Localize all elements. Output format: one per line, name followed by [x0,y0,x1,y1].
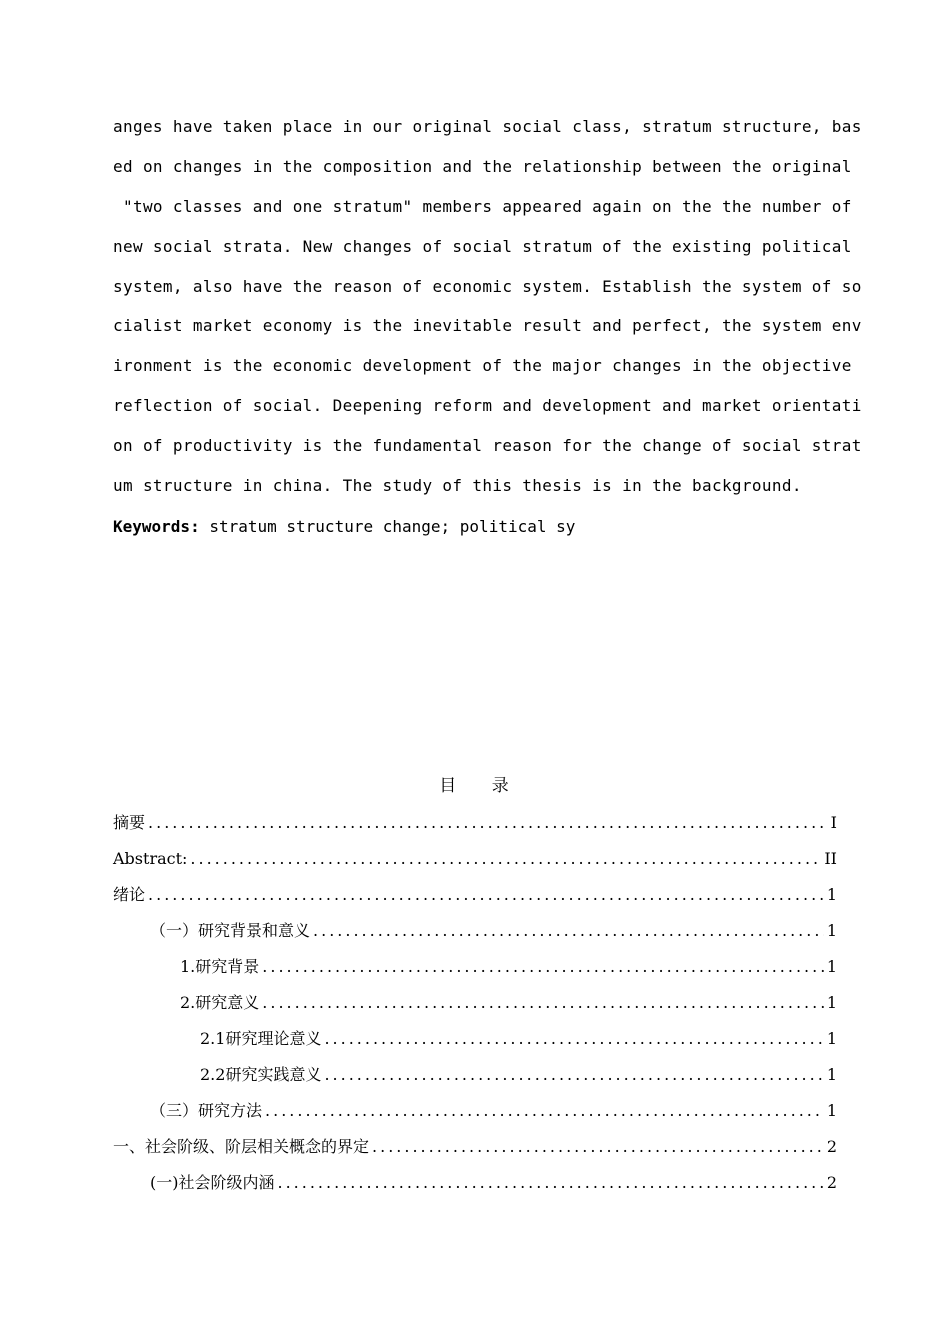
toc-dot-leader [148,883,824,907]
toc-entry[interactable] [113,1135,837,1159]
toc-entry[interactable] [150,1099,837,1123]
toc-title: 目 录 [439,776,511,796]
toc-entry-label: 一、社会阶级、阶层相关概念的界定 [113,1137,370,1156]
abstract-line: cialist market economy is the inevitable result and perfect, the system env [113,316,862,335]
toc-entry-page: 1 [826,885,837,904]
toc-dot-leader [324,1027,823,1051]
toc-entry-page: II [824,849,837,868]
toc-entry[interactable] [180,955,837,979]
toc-dot-leader [278,1171,824,1195]
toc-entry-label: 绪论 [113,885,146,904]
toc-entry-label: 2.2研究实践意义 [200,1065,322,1084]
toc-entry-label: 2.1研究理论意义 [200,1029,322,1048]
toc-entry-label: 2.研究意义 [180,993,260,1012]
toc-entry[interactable] [150,1171,837,1195]
keywords-label: Keywords: [113,517,200,536]
toc-entry-label: （三）研究方法 [150,1101,263,1120]
toc-entry[interactable] [180,991,837,1015]
toc-entry-page: 1 [826,1029,837,1048]
toc-entry-label: 摘要 [113,813,146,832]
toc-entry[interactable] [113,811,837,835]
toc-entry-page: 1 [826,1065,837,1084]
toc-entry-page: 1 [826,957,837,976]
toc-entry[interactable] [113,883,837,907]
toc-entry[interactable] [200,1027,837,1051]
keywords-value: stratum structure change; political sy [199,517,576,536]
toc-entry-label: 1.研究背景 [180,957,260,976]
abstract-line: ed on changes in the composition and the relationship between the original [113,157,852,176]
toc-dot-leader [262,955,824,979]
abstract-line: on of productivity is the fundamental reason for the change of social strat [113,436,862,455]
abstract-line: um structure in china. The study of this thesis is in the background. [113,476,802,495]
toc-dot-leader [313,919,824,943]
keywords [113,515,575,539]
abstract-line: system, also have the reason of economic system. Establish the system of so [113,277,862,296]
abstract-line: "two classes and one stratum" members appeared again on the the number of [113,197,852,216]
toc-entry-page: 1 [826,921,837,940]
toc-dot-leader [262,991,824,1015]
toc-entry[interactable] [113,847,837,871]
toc-entry-page: 1 [826,1101,837,1120]
toc-entry-label: (一)社会阶级内涵 [150,1173,275,1192]
toc-entry-page: 1 [826,993,837,1012]
toc-entry-page: 2 [826,1173,837,1192]
toc-dot-leader [190,847,821,871]
abstract-line: ironment is the economic development of the major changes in the objective [113,356,852,375]
toc-entry-page: I [830,813,837,832]
toc-entry[interactable] [200,1063,837,1087]
toc-dot-leader [148,811,828,835]
toc-dot-leader [372,1135,824,1159]
abstract-line: anges have taken place in our original social class, stratum structure, bas [113,117,862,136]
toc-entry-label: Abstract: [113,849,188,868]
abstract-line: new social strata. New changes of social stratum of the existing political [113,237,852,256]
abstract-line: reflection of social. Deepening reform and development and market orientati [113,396,862,415]
toc-dot-leader [324,1063,823,1087]
toc-entry-label: （一）研究背景和意义 [150,921,311,940]
toc-entry[interactable] [150,919,837,943]
toc-dot-leader [265,1099,824,1123]
toc-entry-page: 2 [826,1137,837,1156]
